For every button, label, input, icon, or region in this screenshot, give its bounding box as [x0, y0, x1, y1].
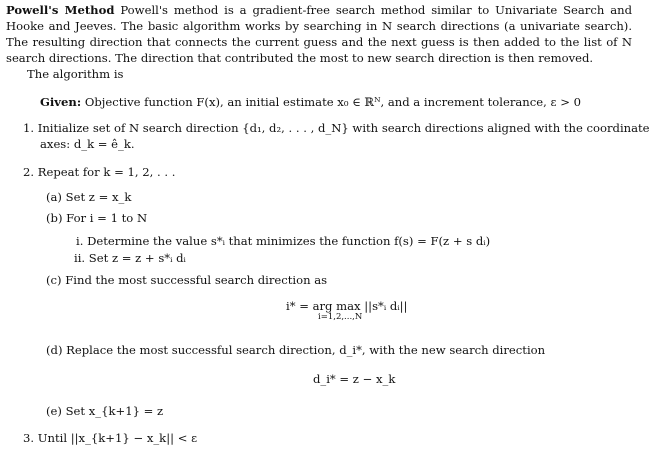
step-2 — [23, 164, 175, 180]
step-3 — [23, 430, 197, 446]
substep-d-label: (d) — [46, 343, 63, 357]
given-text: Objective function F(x), an initial estimate x₀ ∈ ℝᴺ, and a increment tolerance, ε > 0 — [84, 95, 581, 109]
substep-b-i — [76, 233, 490, 249]
substep-c — [46, 272, 327, 288]
substep-e-text: Set x_{k+1} = z — [65, 404, 164, 418]
substep-b-ii-text: Set z = z + s*ᵢ dᵢ — [88, 251, 186, 265]
equation-argmax-subscript: i=1,2,...,N — [318, 312, 363, 322]
equation-argmax-main: i* = arg max ||s*ᵢ dᵢ|| — [286, 299, 408, 313]
algorithm-lead: The algorithm is — [27, 67, 124, 81]
given-label: Given: — [40, 95, 82, 109]
intro-body: Powell's method is a gradient-free search method similar to Univariate Search and Hooke and Jeeves. The basic algorithm works by searching in N search directions (a univariate search). The resulting direction that connects the current guess and the next guess is then added to the list of N search directions. The direction that contributed the most to new search direction is then removed. — [6, 3, 632, 65]
substep-b-ii-label: ii. — [74, 251, 86, 265]
substep-a — [46, 189, 131, 205]
substep-e — [46, 403, 163, 419]
step-3-number: 3. — [23, 431, 35, 445]
step-1 — [23, 120, 650, 136]
substep-b-ii — [74, 250, 186, 266]
substep-d — [46, 342, 545, 358]
substep-b-text: For i = 1 to N — [66, 211, 148, 225]
substep-b — [46, 210, 147, 226]
given-line — [40, 94, 581, 110]
step-1-continuation: axes: d_k = ê_k. — [40, 137, 135, 151]
step-1-text: Initialize set of N search direction {d₁, d₂, . . . , d_N} with search directions aligned with the coordinate — [37, 121, 650, 135]
substep-c-text: Find the most successful search direction as — [65, 273, 328, 287]
substep-c-label: (c) — [46, 273, 62, 287]
substep-a-label: (a) — [46, 190, 62, 204]
step-2-text: Repeat for k = 1, 2, . . . — [37, 165, 176, 179]
step-1-number: 1. — [23, 121, 35, 135]
substep-a-text: Set z = x_k — [65, 190, 132, 204]
substep-b-label: (b) — [46, 211, 63, 225]
equation-replace: d_i* = z − x_k — [313, 372, 396, 386]
substep-e-label: (e) — [46, 404, 62, 418]
equation-argmax — [286, 298, 408, 322]
substep-b-i-label: i. — [76, 234, 84, 248]
intro-title: Powell's Method — [6, 3, 115, 17]
intro-paragraph — [6, 2, 632, 66]
substep-d-text: Replace the most successful search direction, d_i*, with the new search direction — [66, 343, 546, 357]
substep-b-i-text: Determine the value s*ᵢ that minimizes the function f(s) = F(z + s dᵢ) — [87, 234, 491, 248]
step-3-text: Until ||x_{k+1} − x_k|| < ε — [37, 431, 198, 445]
step-2-number: 2. — [23, 165, 35, 179]
